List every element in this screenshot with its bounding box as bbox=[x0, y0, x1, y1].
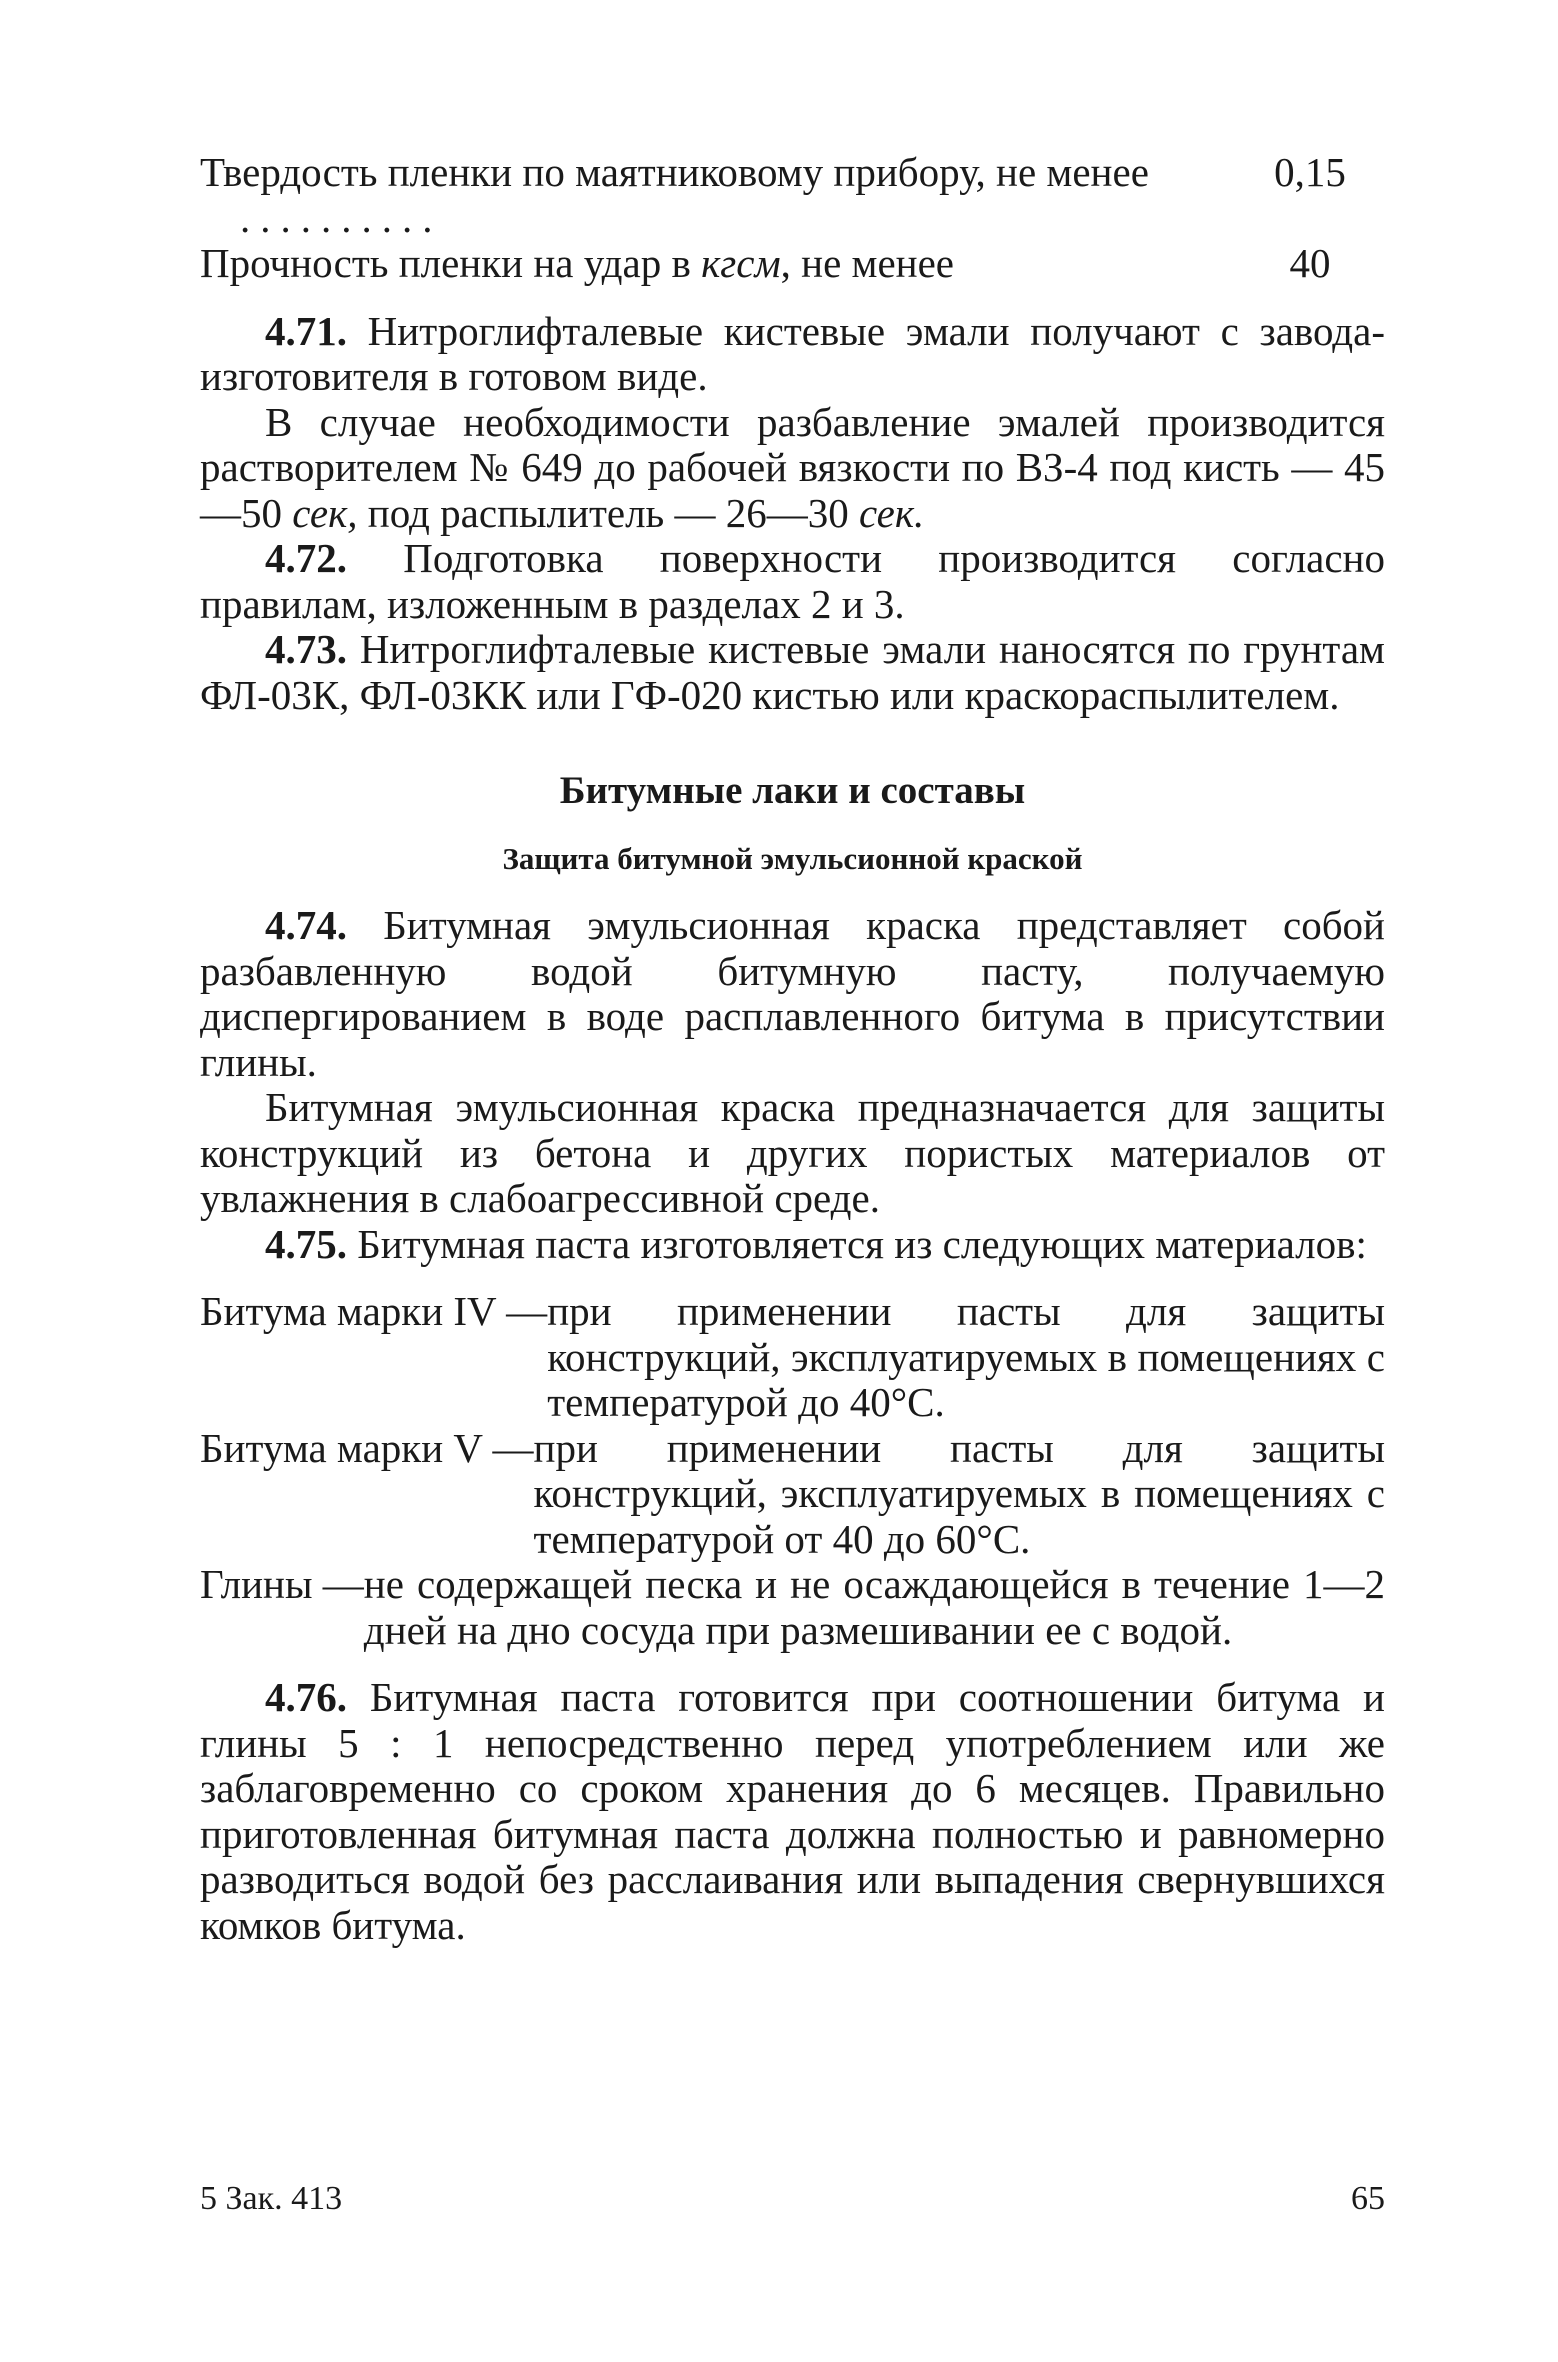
paragraph-4-74-purpose: Битумная эмульсионная краска предназначается для защиты конструкций из бетона и других пористых материалов от увлажнения в слабоагрессивной среде. bbox=[200, 1084, 1385, 1221]
paragraph-4-76 bbox=[200, 1675, 1385, 1948]
paragraph-text: Битумная паста изготовляется из следующих материалов: bbox=[347, 1220, 1367, 1267]
page-body bbox=[200, 150, 1385, 1948]
clause-number: 4.75. bbox=[265, 1220, 347, 1267]
leader-dots: .......... bbox=[240, 194, 443, 241]
impact-unit: кгсм bbox=[701, 240, 781, 286]
material-clay bbox=[200, 1562, 1385, 1653]
unit-seconds: сек, bbox=[292, 489, 358, 536]
material-term: Глины — bbox=[200, 1561, 364, 1607]
material-description: не содержащей песка и не осаждающейся в течение 1—2 дней на дно сосуда при размешивании ее с водой. bbox=[363, 1561, 1385, 1653]
paragraph-text: Подготовка поверхности производится согласно правилам, изложенным в разделах 2 и 3. bbox=[200, 535, 1385, 627]
paragraph-text: В случае необходимости разбавление эмалей производится растворителем № 649 до рабочей вязкости по ВЗ-4 под кисть — 45—50 bbox=[200, 398, 1385, 536]
paragraph-text: Битумная паста готовится при соотношении битума и глины 5 : 1 непосредственно перед употреблением или же заблаговременно со сроком хранения до 6 месяцев. Правильно приготовленная битумная паста должна полностью и равномерно разводиться водой без расслаивания или выпадения свернувшихся комков битума. bbox=[200, 1674, 1385, 1948]
hardness-row bbox=[200, 150, 1385, 241]
impact-value: 40 bbox=[1289, 240, 1331, 286]
page-footer bbox=[200, 2180, 1385, 2218]
clause-number: 4.71. bbox=[265, 307, 347, 354]
clause-number: 4.74. bbox=[265, 902, 347, 948]
impact-row bbox=[200, 241, 1385, 287]
paragraph-4-71-dilution bbox=[200, 400, 1385, 537]
paragraph-4-75 bbox=[200, 1222, 1385, 1268]
material-bitumen-v bbox=[200, 1426, 1385, 1563]
paragraph-4-72 bbox=[200, 536, 1385, 627]
section-title: Битумные лаки и составы bbox=[559, 769, 1026, 812]
subsection-title: Защита битумной эмульсионной краской bbox=[502, 840, 1083, 876]
page-number: 65 bbox=[1351, 2180, 1385, 2217]
paragraph-text: Нитроглифталевые кистевые эмали получают с завода-изготовителя в готовом виде. bbox=[200, 307, 1385, 399]
clause-number: 4.76. bbox=[265, 1674, 347, 1720]
material-description: при применении пасты для защиты конструкций, эксплуатируемых в помещениях с температурой до 40°С. bbox=[547, 1288, 1385, 1425]
paragraph-text: Нитроглифталевые кистевые эмали наносятся по грунтам ФЛ-03К, ФЛ-03КК или ГФ-020 кистью или краскораспылителем. bbox=[200, 626, 1385, 718]
paragraph-4-74 bbox=[200, 903, 1385, 1085]
print-order-mark: 5 Зак. 413 bbox=[200, 2180, 343, 2217]
paragraph-4-71 bbox=[200, 309, 1385, 400]
clause-number: 4.72. bbox=[265, 535, 347, 581]
paragraph-text: под распылитель — 26—30 bbox=[357, 489, 859, 536]
material-bitumen-iv bbox=[200, 1289, 1385, 1426]
material-term: Битума марки IV — bbox=[200, 1288, 548, 1334]
clause-number: 4.73. bbox=[265, 626, 347, 672]
impact-label-end: , не менее bbox=[780, 240, 954, 286]
paragraph-text: Битумная эмульсионная краска представляет собой разбавленную водой битумную пасту, получаемую диспергированием в воде расплавленного битума в присутствии глины. bbox=[200, 902, 1385, 1085]
unit-seconds: сек. bbox=[858, 489, 925, 536]
impact-label: Прочность пленки на удар в bbox=[200, 240, 702, 286]
material-term: Битума марки V — bbox=[200, 1424, 534, 1471]
hardness-value: 0,15 bbox=[1274, 149, 1346, 195]
material-description: при применении пасты для защиты конструкций, эксплуатируемых в помещениях с температурой от 40 до 60°С. bbox=[533, 1424, 1385, 1562]
paragraph-4-73 bbox=[200, 627, 1385, 718]
hardness-label: Твердость пленки по маятниковому прибору, не менее bbox=[200, 149, 1149, 195]
